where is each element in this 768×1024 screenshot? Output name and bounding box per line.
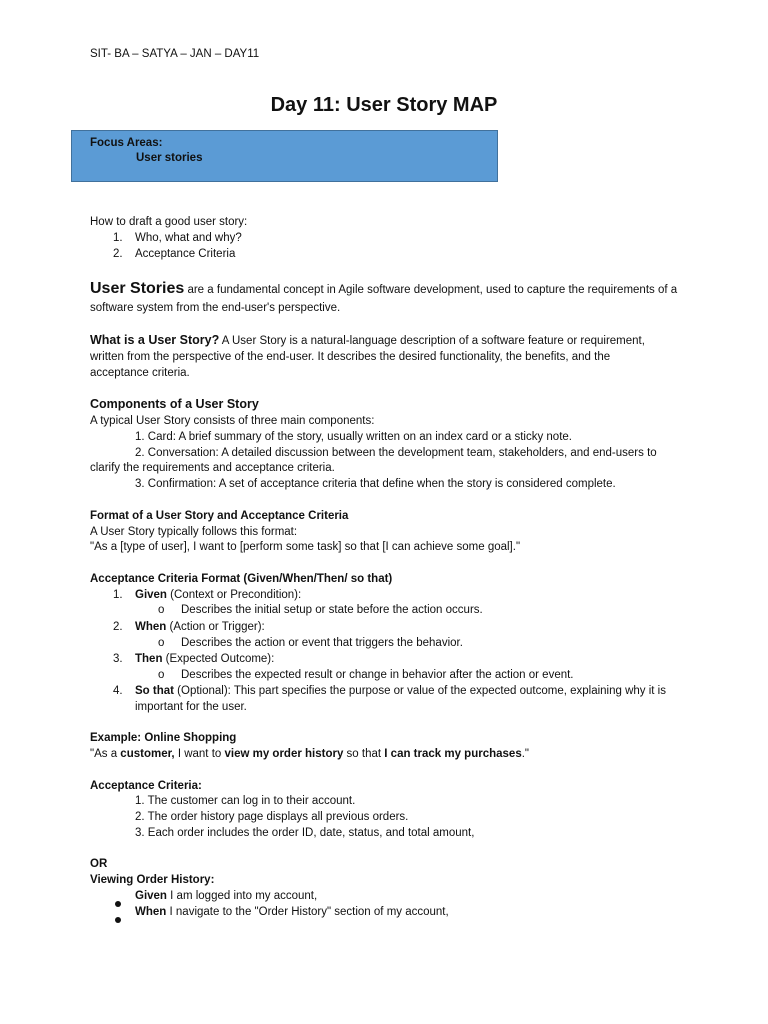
draft-num-1: 1. bbox=[113, 232, 123, 244]
user-stories-line-2: software system from the end-user's perspective. bbox=[90, 302, 341, 314]
acf-sub-when: Describes the action or event that triggers the behavior. bbox=[181, 637, 463, 649]
acf-heading: Acceptance Criteria Format (Given/When/Then/ so that) bbox=[90, 573, 393, 585]
acf-item-so-that: So that (Optional): This part specifies the purpose or value of the expected outcome, explaining why it is bbox=[135, 685, 666, 697]
draft-item-2: Acceptance Criteria bbox=[135, 248, 236, 260]
user-stories-lead: User Stories bbox=[90, 280, 185, 297]
acf-sub-marker-1: o bbox=[158, 604, 165, 616]
acf-num-4: 4. bbox=[113, 685, 123, 697]
user-stories-line-1: User Stories are a fundamental concept in Agile software development, used to capture the requirements of a bbox=[90, 280, 678, 297]
or-label: OR bbox=[90, 858, 108, 870]
draft-intro: How to draft a good user story: bbox=[90, 216, 248, 228]
components-heading: Components of a User Story bbox=[90, 397, 259, 411]
acceptance-heading: Acceptance Criteria: bbox=[90, 780, 202, 792]
component-confirmation: 3. Confirmation: A set of acceptance criteria that define when the story is considered complete. bbox=[135, 478, 616, 490]
acceptance-item-3: 3. Each order includes the order ID, date, status, and total amount, bbox=[135, 827, 475, 839]
draft-num-2: 2. bbox=[113, 248, 123, 260]
document-header: SIT- BA – SATYA – JAN – DAY11 bbox=[90, 48, 260, 60]
focus-areas-heading: Focus Areas: bbox=[90, 137, 163, 149]
components-intro: A typical User Story consists of three main components: bbox=[90, 415, 375, 427]
acf-sub-marker-3: o bbox=[158, 669, 165, 681]
format-line-1: A User Story typically follows this format: bbox=[90, 526, 298, 538]
format-heading: Format of a User Story and Acceptance Criteria bbox=[90, 510, 349, 522]
bullet-when: When I navigate to the "Order History" section of my account, bbox=[135, 906, 449, 918]
focus-areas-item: User stories bbox=[136, 152, 203, 164]
bullet-given: Given I am logged into my account, bbox=[135, 890, 318, 902]
acf-num-2: 2. bbox=[113, 621, 123, 633]
acceptance-item-2: 2. The order history page displays all previous orders. bbox=[135, 811, 409, 823]
acf-item-when: When (Action or Trigger): bbox=[135, 621, 265, 633]
what-is-line-2: written from the perspective of the end-user. It describes the desired functionality, the benefits, and the bbox=[90, 351, 611, 363]
acf-num-1: 1. bbox=[113, 589, 123, 601]
acf-sub-then: Describes the expected result or change in behavior after the action or event. bbox=[181, 669, 574, 681]
what-is-line-1: What is a User Story? A User Story is a natural-language description of a software feature or requirement, bbox=[90, 333, 645, 347]
component-conversation: 2. Conversation: A detailed discussion between the development team, stakeholders, and end-users to bbox=[135, 447, 657, 459]
draft-item-1: Who, what and why? bbox=[135, 232, 242, 244]
component-conversation-cont: clarify the requirements and acceptance criteria. bbox=[90, 462, 335, 474]
example-story: "As a customer, I want to view my order history so that I can track my purchases." bbox=[90, 748, 529, 760]
bullet-dot-2 bbox=[115, 910, 121, 928]
acf-sub-marker-2: o bbox=[158, 637, 165, 649]
format-line-2: "As a [type of user], I want to [perform some task] so that [I can achieve some goal]." bbox=[90, 541, 521, 553]
acceptance-item-1: 1. The customer can log in to their account. bbox=[135, 795, 356, 807]
page-title: Day 11: User Story MAP bbox=[270, 94, 498, 116]
acf-item-given: Given (Context or Precondition): bbox=[135, 589, 302, 601]
viewing-history-heading: Viewing Order History: bbox=[90, 874, 215, 886]
example-heading: Example: Online Shopping bbox=[90, 732, 237, 744]
component-card: 1. Card: A brief summary of the story, usually written on an index card or a sticky note. bbox=[135, 431, 572, 443]
focus-areas-box bbox=[71, 130, 498, 182]
what-is-lead: What is a User Story? bbox=[90, 333, 220, 347]
what-is-line-3: acceptance criteria. bbox=[90, 367, 190, 379]
acf-sub-given: Describes the initial setup or state before the action occurs. bbox=[181, 604, 483, 616]
acf-item-so-that-cont: important for the user. bbox=[135, 701, 247, 713]
acf-item-then: Then (Expected Outcome): bbox=[135, 653, 275, 665]
acf-num-3: 3. bbox=[113, 653, 123, 665]
